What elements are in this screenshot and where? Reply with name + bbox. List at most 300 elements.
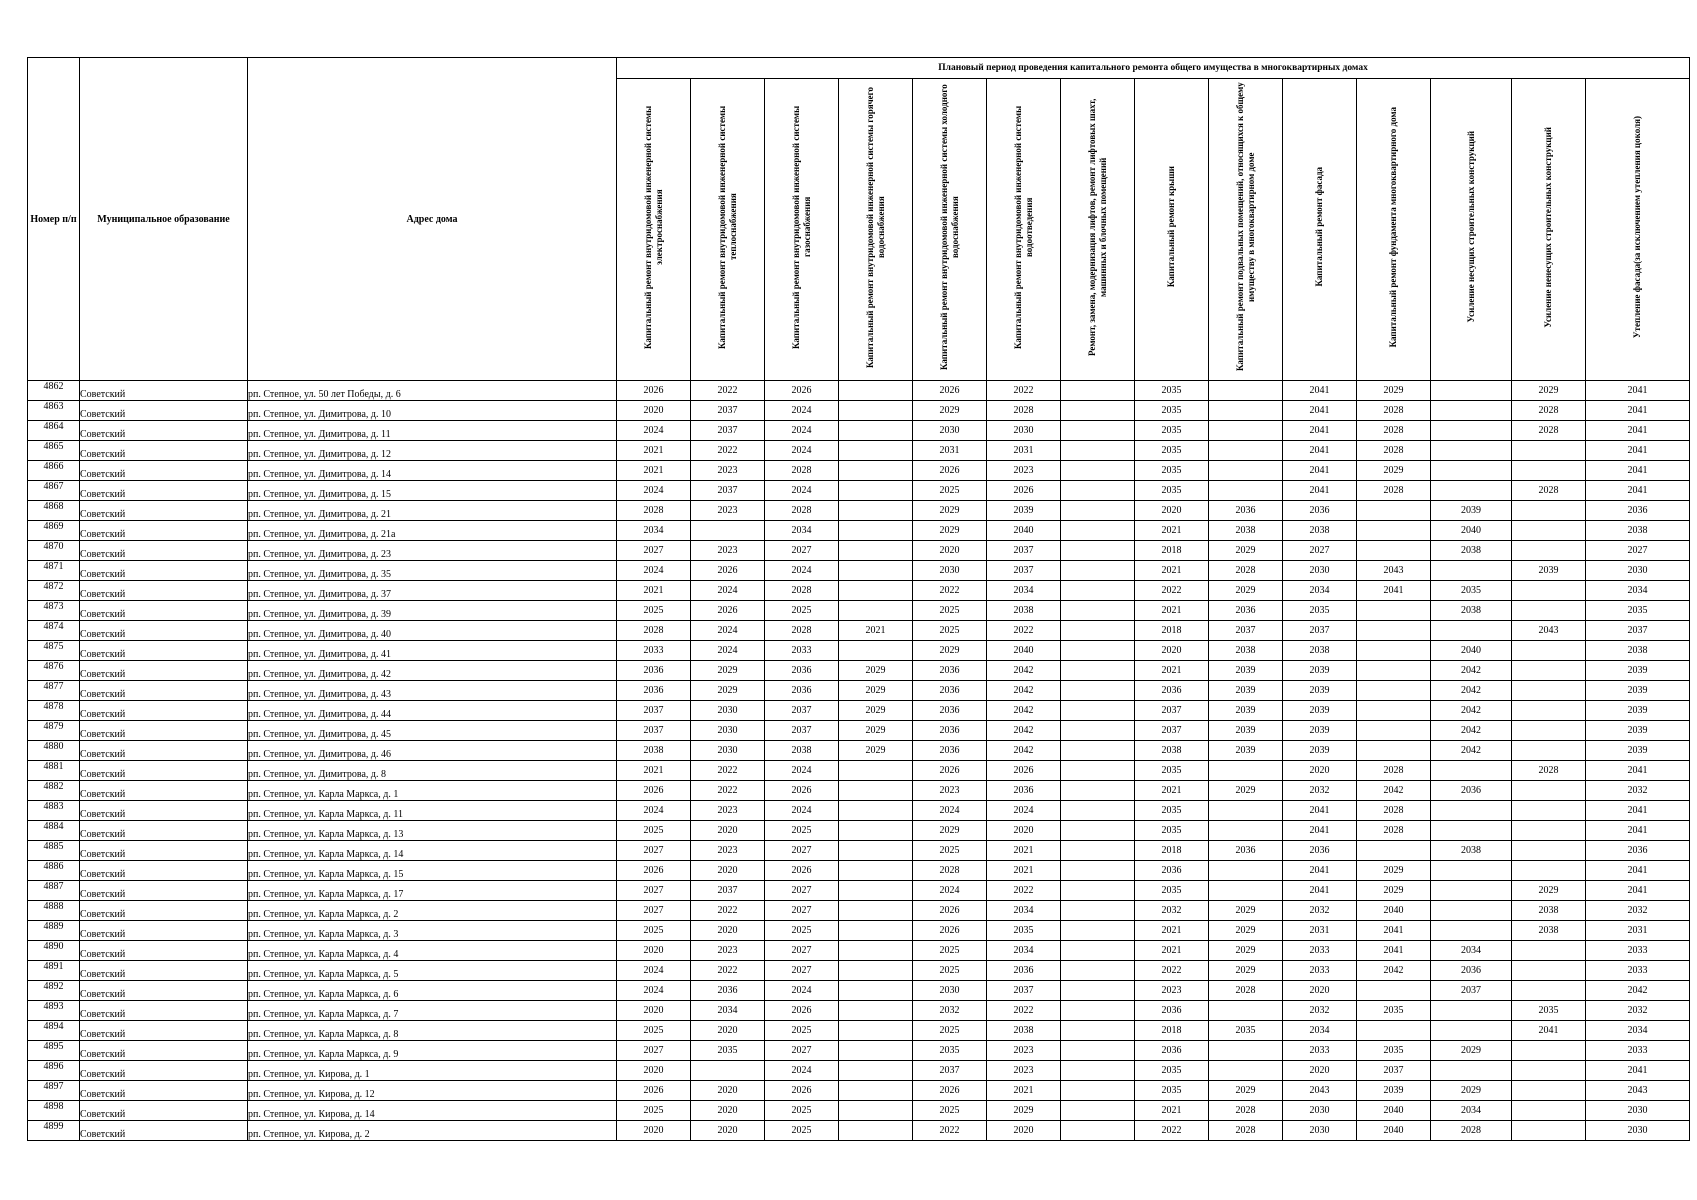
year-cell: 2029 — [1512, 881, 1586, 901]
year-cell — [1061, 1021, 1135, 1041]
year-cell: 2041 — [1586, 821, 1690, 841]
year-cell: 2040 — [987, 641, 1061, 661]
year-cell: 2020 — [1135, 501, 1209, 521]
year-cell — [839, 1121, 913, 1141]
year-cell — [1061, 1061, 1135, 1081]
row-number: 4880 — [28, 741, 80, 761]
year-cell: 2021 — [1135, 661, 1209, 681]
year-cell: 2036 — [1209, 601, 1283, 621]
year-cell — [1357, 841, 1431, 861]
year-cell: 2037 — [1135, 721, 1209, 741]
row-number: 4884 — [28, 821, 80, 841]
year-cell: 2033 — [1283, 1041, 1357, 1061]
year-cell: 2041 — [1283, 801, 1357, 821]
municipality-cell: Советский — [80, 801, 248, 821]
year-cell — [1061, 401, 1135, 421]
year-cell: 2042 — [987, 701, 1061, 721]
year-cell: 2020 — [617, 1061, 691, 1081]
year-cell — [1061, 821, 1135, 841]
year-cell: 2028 — [913, 861, 987, 881]
year-cell: 2028 — [987, 401, 1061, 421]
table-row — [28, 981, 1690, 1001]
year-cell: 2041 — [1283, 821, 1357, 841]
year-cell — [1431, 821, 1512, 841]
table-row — [28, 841, 1690, 861]
year-cell: 2041 — [1586, 421, 1690, 441]
year-cell: 2035 — [1135, 1061, 1209, 1081]
year-cell: 2034 — [617, 521, 691, 541]
column-header-label: Капитальный ремонт фундамента многоквартирного дома — [1388, 106, 1398, 348]
year-cell: 2022 — [913, 1121, 987, 1141]
year-cell: 2024 — [617, 561, 691, 581]
year-cell — [839, 461, 913, 481]
year-cell — [1512, 1061, 1586, 1081]
column-header-label: Капитальный ремонт внутридомовой инженерной системы газоснабжения — [790, 105, 812, 349]
year-cell: 2026 — [765, 1001, 839, 1021]
year-cell: 2029 — [1431, 1081, 1512, 1101]
address-cell: рп. Степное, ул. Карла Маркса, д. 7 — [248, 1001, 617, 1021]
year-cell — [1209, 761, 1283, 781]
year-cell: 2037 — [691, 401, 765, 421]
year-cell: 2028 — [765, 501, 839, 521]
year-cell: 2038 — [987, 601, 1061, 621]
column-header — [1061, 79, 1135, 381]
year-cell: 2024 — [617, 421, 691, 441]
year-cell — [1061, 1121, 1135, 1141]
year-cell: 2028 — [1512, 401, 1586, 421]
year-cell: 2037 — [1283, 621, 1357, 641]
year-cell: 2020 — [617, 941, 691, 961]
year-cell: 2024 — [617, 481, 691, 501]
municipality-cell: Советский — [80, 981, 248, 1001]
row-number: 4895 — [28, 1041, 80, 1061]
year-cell: 2020 — [913, 541, 987, 561]
year-cell: 2029 — [913, 401, 987, 421]
year-cell: 2038 — [1586, 641, 1690, 661]
address-cell: рп. Степное, ул. Димитрова, д. 23 — [248, 541, 617, 561]
year-cell — [1061, 481, 1135, 501]
column-header-label: Капитальный ремонт внутридомовой инженерной системы водоотведения — [1012, 105, 1034, 349]
year-cell: 2035 — [1512, 1001, 1586, 1021]
year-cell — [1357, 541, 1431, 561]
year-cell — [839, 841, 913, 861]
year-cell: 2023 — [691, 461, 765, 481]
header-number: Номер п/п — [28, 58, 80, 381]
table-row — [28, 641, 1690, 661]
table-row — [28, 381, 1690, 401]
municipality-cell: Советский — [80, 641, 248, 661]
row-number: 4896 — [28, 1061, 80, 1081]
year-cell: 2039 — [1209, 741, 1283, 761]
address-cell: рп. Степное, ул. Димитрова, д. 15 — [248, 481, 617, 501]
year-cell — [1357, 701, 1431, 721]
year-cell — [1431, 1061, 1512, 1081]
year-cell: 2039 — [1209, 661, 1283, 681]
year-cell: 2023 — [913, 781, 987, 801]
year-cell: 2026 — [617, 861, 691, 881]
year-cell: 2027 — [617, 901, 691, 921]
address-cell: рп. Степное, ул. Карла Маркса, д. 1 — [248, 781, 617, 801]
year-cell: 2034 — [1283, 581, 1357, 601]
year-cell: 2027 — [617, 541, 691, 561]
year-cell: 2041 — [1586, 881, 1690, 901]
year-cell — [839, 401, 913, 421]
year-cell — [1061, 581, 1135, 601]
year-cell: 2021 — [1135, 941, 1209, 961]
year-cell — [1512, 441, 1586, 461]
year-cell: 2030 — [913, 981, 987, 1001]
year-cell: 2030 — [1586, 1121, 1690, 1141]
year-cell: 2036 — [765, 681, 839, 701]
column-header — [1586, 79, 1690, 381]
year-cell — [1061, 961, 1135, 981]
year-cell: 2036 — [1283, 841, 1357, 861]
address-cell: рп. Степное, ул. Кирова, д. 2 — [248, 1121, 617, 1141]
address-cell: рп. Степное, ул. Димитрова, д. 43 — [248, 681, 617, 701]
year-cell — [1061, 381, 1135, 401]
year-cell — [839, 881, 913, 901]
year-cell: 2025 — [913, 621, 987, 641]
year-cell — [1357, 501, 1431, 521]
year-cell: 2028 — [1431, 1121, 1512, 1141]
table-row — [28, 781, 1690, 801]
year-cell: 2033 — [1586, 941, 1690, 961]
year-cell — [1061, 641, 1135, 661]
year-cell: 2035 — [1135, 481, 1209, 501]
year-cell: 2041 — [1283, 441, 1357, 461]
year-cell: 2026 — [913, 381, 987, 401]
address-cell: рп. Степное, ул. Димитрова, д. 46 — [248, 741, 617, 761]
year-cell — [1431, 381, 1512, 401]
year-cell: 2036 — [1431, 961, 1512, 981]
year-cell: 2027 — [617, 841, 691, 861]
table-row — [28, 861, 1690, 881]
year-cell — [1061, 441, 1135, 461]
year-cell: 2023 — [987, 461, 1061, 481]
address-cell: рп. Степное, ул. Кирова, д. 12 — [248, 1081, 617, 1101]
municipality-cell: Советский — [80, 581, 248, 601]
year-cell: 2043 — [1283, 1081, 1357, 1101]
table-body — [28, 381, 1690, 1141]
column-header — [691, 79, 765, 381]
year-cell — [1512, 1041, 1586, 1061]
year-cell: 2031 — [1283, 921, 1357, 941]
year-cell — [839, 941, 913, 961]
year-cell: 2032 — [913, 1001, 987, 1021]
table-row — [28, 1001, 1690, 1021]
year-cell: 2024 — [765, 421, 839, 441]
year-cell — [1061, 901, 1135, 921]
year-cell: 2036 — [1135, 1041, 1209, 1061]
year-cell: 2035 — [913, 1041, 987, 1061]
year-cell: 2027 — [765, 1041, 839, 1061]
column-header-label: Ремонт, замена, модернизация лифтов, ремонт лифтовых шахт, машинных и блочных помещений — [1086, 98, 1108, 356]
row-number: 4873 — [28, 601, 80, 621]
table-row — [28, 481, 1690, 501]
year-cell: 2040 — [1357, 901, 1431, 921]
year-cell: 2041 — [1357, 581, 1431, 601]
year-cell — [839, 1001, 913, 1021]
year-cell: 2033 — [765, 641, 839, 661]
year-cell: 2039 — [1586, 701, 1690, 721]
column-header-label: Капитальный ремонт фасада — [1314, 167, 1324, 287]
column-header-label: Капитальный ремонт внутридомовой инженерной системы холодного водоснабжения — [938, 84, 960, 370]
year-cell: 2025 — [765, 1021, 839, 1041]
year-cell: 2020 — [691, 861, 765, 881]
year-cell: 2035 — [987, 921, 1061, 941]
year-cell: 2024 — [765, 441, 839, 461]
year-cell: 2028 — [1512, 421, 1586, 441]
year-cell: 2039 — [1283, 701, 1357, 721]
year-cell — [1512, 581, 1586, 601]
year-cell: 2029 — [1357, 881, 1431, 901]
year-cell: 2028 — [1209, 1121, 1283, 1141]
year-cell: 2029 — [913, 501, 987, 521]
year-cell: 2021 — [987, 1081, 1061, 1101]
year-cell: 2023 — [987, 1061, 1061, 1081]
year-cell: 2031 — [987, 441, 1061, 461]
year-cell — [839, 581, 913, 601]
year-cell — [1431, 761, 1512, 781]
year-cell: 2040 — [1431, 641, 1512, 661]
year-cell: 2037 — [987, 561, 1061, 581]
table-row — [28, 881, 1690, 901]
year-cell: 2039 — [1586, 721, 1690, 741]
year-cell: 2029 — [1209, 921, 1283, 941]
year-cell — [1431, 881, 1512, 901]
year-cell: 2036 — [913, 661, 987, 681]
year-cell: 2037 — [1586, 621, 1690, 641]
year-cell: 2029 — [691, 681, 765, 701]
year-cell: 2040 — [1357, 1121, 1431, 1141]
year-cell — [839, 541, 913, 561]
year-cell — [1061, 541, 1135, 561]
year-cell — [839, 921, 913, 941]
year-cell: 2024 — [765, 981, 839, 1001]
table-row — [28, 541, 1690, 561]
year-cell — [691, 1061, 765, 1081]
year-cell: 2033 — [1586, 1041, 1690, 1061]
year-cell: 2025 — [765, 1101, 839, 1121]
year-cell — [1512, 741, 1586, 761]
row-number: 4879 — [28, 721, 80, 741]
year-cell: 2036 — [617, 661, 691, 681]
year-cell: 2035 — [1135, 1081, 1209, 1101]
row-number: 4891 — [28, 961, 80, 981]
header-municipality: Муниципальное образование — [80, 58, 248, 381]
column-header-label: Капитальный ремонт крыши — [1166, 166, 1176, 288]
year-cell: 2030 — [1283, 1121, 1357, 1141]
municipality-cell: Советский — [80, 1041, 248, 1061]
column-header — [1512, 79, 1586, 381]
row-number: 4876 — [28, 661, 80, 681]
year-cell: 2024 — [691, 641, 765, 661]
row-number: 4899 — [28, 1121, 80, 1141]
year-cell: 2028 — [765, 621, 839, 641]
year-cell: 2039 — [1512, 561, 1586, 581]
year-cell: 2029 — [839, 681, 913, 701]
year-cell: 2030 — [913, 421, 987, 441]
year-cell: 2042 — [987, 681, 1061, 701]
year-cell — [1061, 701, 1135, 721]
year-cell: 2040 — [1357, 1101, 1431, 1121]
year-cell — [1061, 841, 1135, 861]
municipality-cell: Советский — [80, 1101, 248, 1121]
year-cell: 2036 — [1586, 841, 1690, 861]
year-cell: 2022 — [987, 1001, 1061, 1021]
year-cell: 2035 — [1135, 381, 1209, 401]
column-header-label: Усиление ненесущих строительных конструкций — [1543, 126, 1553, 328]
column-header — [1431, 79, 1512, 381]
year-cell — [839, 1101, 913, 1121]
year-cell: 2022 — [691, 761, 765, 781]
year-cell: 2027 — [765, 541, 839, 561]
row-number: 4871 — [28, 561, 80, 581]
year-cell: 2037 — [913, 1061, 987, 1081]
row-number: 4883 — [28, 801, 80, 821]
year-cell: 2035 — [1431, 581, 1512, 601]
column-header-label: Усиление несущих строительных конструкций — [1465, 131, 1476, 323]
year-cell: 2023 — [691, 541, 765, 561]
year-cell: 2030 — [1586, 1101, 1690, 1121]
municipality-cell: Советский — [80, 461, 248, 481]
year-cell — [1209, 861, 1283, 881]
year-cell: 2024 — [765, 1061, 839, 1081]
year-cell — [1061, 521, 1135, 541]
year-cell: 2024 — [987, 801, 1061, 821]
year-cell: 2039 — [1209, 681, 1283, 701]
row-number: 4872 — [28, 581, 80, 601]
year-cell: 2029 — [839, 701, 913, 721]
address-cell: рп. Степное, ул. Кирова, д. 14 — [248, 1101, 617, 1121]
table-row — [28, 701, 1690, 721]
year-cell — [1209, 401, 1283, 421]
year-cell — [1061, 501, 1135, 521]
year-cell: 2038 — [1209, 521, 1283, 541]
year-cell: 2034 — [987, 941, 1061, 961]
year-cell: 2036 — [1431, 781, 1512, 801]
row-number: 4882 — [28, 781, 80, 801]
year-cell: 2028 — [1357, 421, 1431, 441]
year-cell: 2021 — [1135, 521, 1209, 541]
year-cell: 2042 — [987, 741, 1061, 761]
year-cell: 2028 — [765, 581, 839, 601]
year-cell: 2041 — [1357, 921, 1431, 941]
address-cell: рп. Степное, ул. Карла Маркса, д. 6 — [248, 981, 617, 1001]
year-cell: 2042 — [1357, 961, 1431, 981]
year-cell: 2027 — [765, 941, 839, 961]
table-row — [28, 1081, 1690, 1101]
year-cell: 2021 — [1135, 921, 1209, 941]
year-cell: 2034 — [1586, 581, 1690, 601]
year-cell: 2036 — [765, 661, 839, 681]
year-cell: 2026 — [987, 481, 1061, 501]
year-cell: 2024 — [913, 801, 987, 821]
year-cell: 2032 — [1586, 1001, 1690, 1021]
table-row — [28, 521, 1690, 541]
header-planned-period: Плановый период проведения капитального ремонта общего имущества в многоквартирных домах — [617, 58, 1690, 79]
year-cell: 2025 — [913, 601, 987, 621]
year-cell: 2020 — [691, 921, 765, 941]
row-number: 4862 — [28, 381, 80, 401]
year-cell — [1512, 1121, 1586, 1141]
year-cell: 2025 — [765, 821, 839, 841]
year-cell — [1209, 441, 1283, 461]
year-cell: 2038 — [1512, 901, 1586, 921]
year-cell: 2021 — [1135, 561, 1209, 581]
column-header-label: Капитальный ремонт внутридомовой инженерной системы электроснабжения — [642, 105, 664, 349]
year-cell: 2037 — [1209, 621, 1283, 641]
year-cell: 2020 — [1283, 1061, 1357, 1081]
year-cell: 2018 — [1135, 1021, 1209, 1041]
year-cell: 2028 — [765, 461, 839, 481]
year-cell: 2020 — [987, 821, 1061, 841]
year-cell: 2038 — [1512, 921, 1586, 941]
year-cell: 2041 — [1283, 401, 1357, 421]
year-cell: 2022 — [691, 781, 765, 801]
address-cell: рп. Степное, ул. Карла Маркса, д. 8 — [248, 1021, 617, 1041]
year-cell: 2041 — [1357, 941, 1431, 961]
address-cell: рп. Степное, ул. Димитрова, д. 10 — [248, 401, 617, 421]
year-cell: 2026 — [617, 781, 691, 801]
table-row — [28, 1101, 1690, 1121]
year-cell: 2037 — [765, 701, 839, 721]
year-cell — [1512, 821, 1586, 841]
year-cell: 2034 — [987, 581, 1061, 601]
municipality-cell: Советский — [80, 1061, 248, 1081]
year-cell: 2036 — [1209, 501, 1283, 521]
year-cell — [1209, 381, 1283, 401]
table-row — [28, 1121, 1690, 1141]
year-cell: 2022 — [691, 961, 765, 981]
table-row — [28, 661, 1690, 681]
municipality-cell: Советский — [80, 541, 248, 561]
year-cell: 2027 — [765, 841, 839, 861]
year-cell — [839, 1081, 913, 1101]
year-cell — [839, 961, 913, 981]
year-cell — [1061, 1101, 1135, 1121]
municipality-cell: Советский — [80, 521, 248, 541]
year-cell — [839, 801, 913, 821]
year-cell: 2028 — [617, 501, 691, 521]
year-cell: 2039 — [1586, 741, 1690, 761]
year-cell: 2035 — [1135, 461, 1209, 481]
year-cell: 2018 — [1135, 621, 1209, 641]
municipality-cell: Советский — [80, 421, 248, 441]
year-cell — [1061, 1081, 1135, 1101]
column-header-label: Капитальный ремонт подвальных помещений, относящихся к общему имуществу в многоквартирном доме — [1234, 82, 1256, 372]
municipality-cell: Советский — [80, 701, 248, 721]
year-cell: 2034 — [765, 521, 839, 541]
year-cell — [1357, 721, 1431, 741]
year-cell: 2041 — [1283, 481, 1357, 501]
year-cell: 2020 — [617, 1121, 691, 1141]
year-cell — [839, 781, 913, 801]
year-cell: 2020 — [691, 1121, 765, 1141]
year-cell — [1209, 1001, 1283, 1021]
year-cell: 2021 — [987, 841, 1061, 861]
year-cell: 2036 — [1586, 501, 1690, 521]
year-cell: 2029 — [913, 521, 987, 541]
year-cell — [1061, 801, 1135, 821]
table-row — [28, 741, 1690, 761]
year-cell: 2029 — [839, 741, 913, 761]
year-cell: 2028 — [617, 621, 691, 641]
address-cell: рп. Степное, ул. Димитрова, д. 45 — [248, 721, 617, 741]
year-cell: 2038 — [1586, 521, 1690, 541]
year-cell: 2029 — [1209, 781, 1283, 801]
year-cell — [1061, 861, 1135, 881]
